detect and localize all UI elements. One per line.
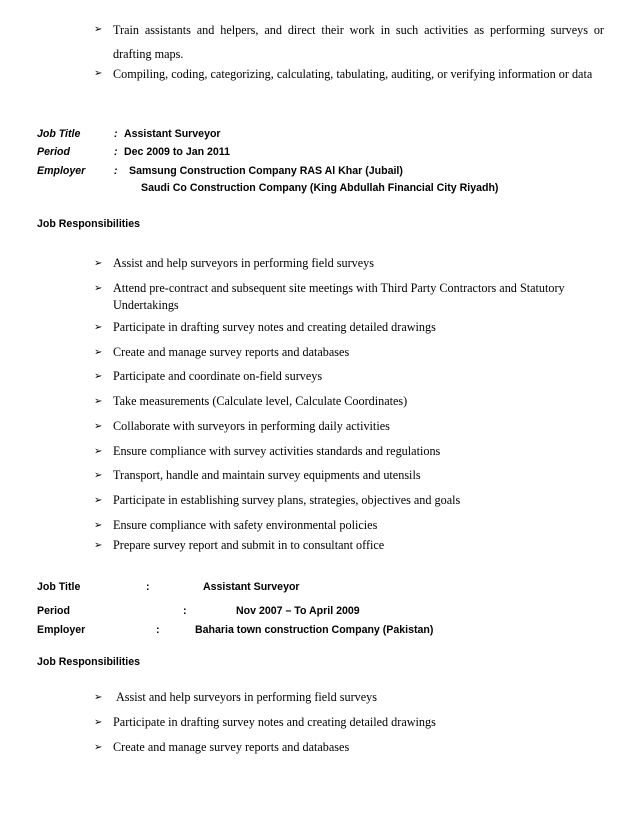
list-item (94, 739, 604, 756)
job2-period-sep: : (183, 605, 187, 617)
arrow-bullet-icon: ➢ (94, 347, 103, 358)
bullet-text: Train assistants and helpers, and direct their work in such activities as performing surveys or drafting maps. (113, 23, 604, 61)
bullet-text: Transport, handle and maintain survey equipments and utensils (113, 468, 421, 482)
job1-responsibilities-heading: Job Responsibilities (37, 218, 141, 230)
arrow-bullet-icon: ➢ (94, 396, 103, 407)
bullet-text: Ensure compliance with safety environmental policies (113, 518, 378, 532)
job2-period-value: Nov 2007 – To April 2009 (236, 605, 360, 617)
arrow-bullet-icon: ➢ (94, 283, 103, 294)
bullet-text: Collaborate with surveyors in performing daily activities (113, 419, 390, 433)
bullet-text: Participate in establishing survey plans, strategies, objectives and goals (113, 493, 461, 507)
list-item (94, 492, 604, 509)
list-item (94, 537, 604, 554)
list-item (94, 368, 604, 385)
bullet-text: Attend pre-contract and subsequent site meetings with Third Party Contractors and Statutory Undertakings (113, 281, 565, 312)
job1-period-label: Period (37, 146, 70, 158)
job2-employer-label: Employer (37, 624, 86, 636)
bullet-text: Compiling, coding, categorizing, calculating, tabulating, auditing, or verifying information or data (113, 67, 593, 81)
list-item (94, 344, 604, 361)
list-item (94, 18, 604, 66)
list-item (94, 418, 604, 435)
arrow-bullet-icon: ➢ (94, 446, 103, 457)
job2-title-value: Assistant Surveyor (203, 581, 300, 593)
list-item (94, 689, 604, 706)
bullet-text: Assist and help surveyors in performing field surveys (116, 690, 377, 704)
job1-employer-value-1: Samsung Construction Company RAS Al Khar (Jubail) (129, 165, 403, 177)
job1-employer-value-2: Saudi Co Construction Company (King Abdullah Financial City Riyadh) (141, 182, 499, 194)
list-item (94, 443, 604, 460)
bullet-text: Participate in drafting survey notes and creating detailed drawings (113, 715, 436, 729)
arrow-bullet-icon: ➢ (94, 68, 103, 79)
bullet-text: Create and manage survey reports and databases (113, 345, 350, 359)
list-item (94, 62, 604, 86)
arrow-bullet-icon: ➢ (94, 495, 103, 506)
arrow-bullet-icon: ➢ (94, 421, 103, 432)
arrow-bullet-icon: ➢ (94, 692, 103, 703)
bullet-text: Participate in drafting survey notes and creating detailed drawings (113, 320, 436, 334)
list-item (94, 255, 604, 272)
job1-title-sep: : (114, 128, 118, 140)
job2-period-label: Period (37, 605, 70, 617)
job1-employer-label: Employer (37, 165, 86, 177)
bullet-text: Prepare survey report and submit in to consultant office (113, 538, 385, 552)
list-item (94, 714, 604, 731)
job2-title-sep: : (146, 581, 150, 593)
arrow-bullet-icon: ➢ (94, 540, 103, 551)
arrow-bullet-icon: ➢ (94, 24, 103, 35)
job2-title-label: Job Title (37, 581, 81, 593)
list-item (94, 517, 604, 534)
job2-responsibilities-heading: Job Responsibilities (37, 656, 141, 668)
list-item (94, 467, 604, 484)
job2-employer-value: Baharia town construction Company (Pakistan) (195, 624, 434, 636)
list-item (94, 319, 604, 336)
bullet-text: Take measurements (Calculate level, Calculate Coordinates) (113, 394, 408, 408)
bullet-text: Participate and coordinate on-field surveys (113, 369, 323, 383)
arrow-bullet-icon: ➢ (94, 470, 103, 481)
bullet-text: Assist and help surveyors in performing field surveys (113, 256, 374, 270)
job1-employer-sep: : (114, 165, 118, 177)
arrow-bullet-icon: ➢ (94, 742, 103, 753)
list-item (94, 280, 584, 314)
arrow-bullet-icon: ➢ (94, 371, 103, 382)
arrow-bullet-icon: ➢ (94, 717, 103, 728)
list-item (94, 393, 604, 410)
arrow-bullet-icon: ➢ (94, 322, 103, 333)
job1-period-value: Dec 2009 to Jan 2011 (124, 146, 231, 158)
job2-employer-sep: : (156, 624, 160, 636)
arrow-bullet-icon: ➢ (94, 258, 103, 269)
job1-period-sep: : (114, 146, 118, 158)
arrow-bullet-icon: ➢ (94, 520, 103, 531)
bullet-text: Ensure compliance with survey activities standards and regulations (113, 444, 441, 458)
job1-title-label: Job Title (37, 128, 81, 140)
bullet-text: Create and manage survey reports and databases (113, 740, 350, 754)
job1-title-value: Assistant Surveyor (124, 128, 221, 140)
